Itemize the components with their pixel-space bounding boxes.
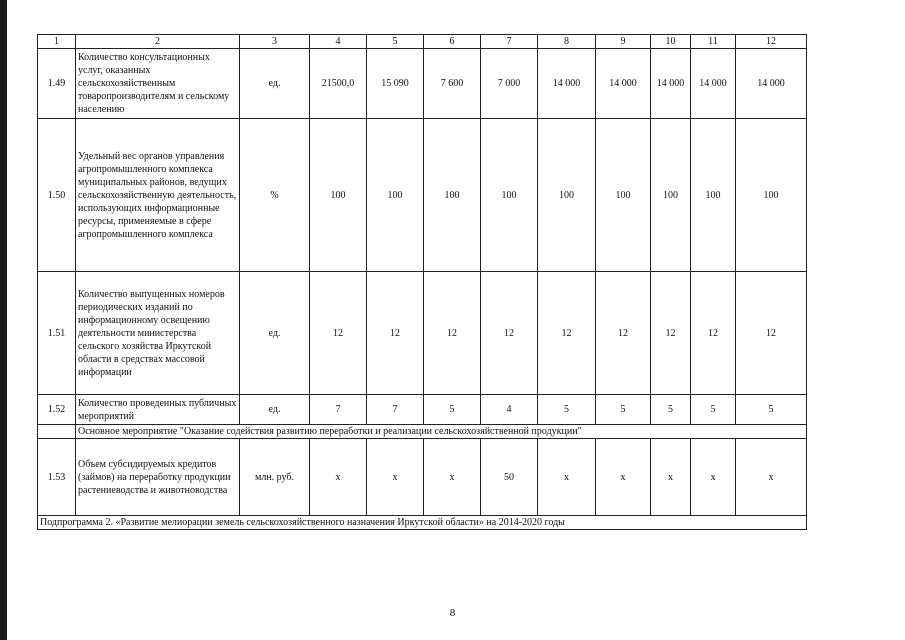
- subprogram-header: Подпрограмма 2. «Развитие мелиорации земель сельскохозяйственного назначения Иркутской области» на 2014-2020 годы: [38, 516, 807, 530]
- column-number: 5: [367, 35, 424, 49]
- page-number: 8: [449, 607, 456, 619]
- table-row: [38, 49, 807, 119]
- value-cell: 100: [424, 119, 481, 272]
- indicator-name: Объем субсидируемых кредитов (займов) на переработку продукции растениеводства и животноводства: [76, 439, 240, 516]
- value-cell: 5: [424, 395, 481, 425]
- value-cell: 14 000: [691, 49, 736, 119]
- unit-cell: ед.: [240, 395, 310, 425]
- value-cell: 5: [691, 395, 736, 425]
- unit-cell: ед.: [240, 272, 310, 395]
- column-number: 8: [538, 35, 596, 49]
- column-number: 3: [240, 35, 310, 49]
- value-cell: 12: [538, 272, 596, 395]
- value-cell: x: [310, 439, 367, 516]
- value-cell: 100: [310, 119, 367, 272]
- scan-edge: [0, 0, 7, 640]
- column-number: 12: [736, 35, 807, 49]
- unit-cell: млн. руб.: [240, 439, 310, 516]
- value-cell: 7: [310, 395, 367, 425]
- indicators-table: [37, 34, 807, 530]
- value-cell: 12: [424, 272, 481, 395]
- value-cell: 100: [538, 119, 596, 272]
- row-number: 1.50: [38, 119, 76, 272]
- value-cell: 12: [736, 272, 807, 395]
- value-cell: 12: [481, 272, 538, 395]
- indicator-name: Количество проведенных публичных мероприятий: [76, 395, 240, 425]
- value-cell: x: [691, 439, 736, 516]
- value-cell: 100: [367, 119, 424, 272]
- value-cell: x: [651, 439, 691, 516]
- column-number: 2: [76, 35, 240, 49]
- row-number: [38, 425, 76, 439]
- value-cell: 15 090: [367, 49, 424, 119]
- indicator-name: Количество консультационных услуг, оказанных сельскохозяйственным товаропроизводителям и сельскому населению: [76, 49, 240, 119]
- value-cell: 100: [651, 119, 691, 272]
- value-cell: x: [367, 439, 424, 516]
- column-number: 6: [424, 35, 481, 49]
- value-cell: 12: [596, 272, 651, 395]
- subprogram-header-row: [38, 516, 807, 530]
- value-cell: 12: [367, 272, 424, 395]
- value-cell: 12: [691, 272, 736, 395]
- value-cell: x: [538, 439, 596, 516]
- value-cell: x: [424, 439, 481, 516]
- value-cell: x: [736, 439, 807, 516]
- value-cell: 7 600: [424, 49, 481, 119]
- indicator-name: Удельный вес органов управления агропромышленного комплекса муниципальных районов, ведущих сельскохозяйственную деятельность, использующих информационные ресурсы, применяемые в сфере агропромышленного комплекса: [76, 119, 240, 272]
- column-number: 10: [651, 35, 691, 49]
- column-number: 11: [691, 35, 736, 49]
- table-row: [38, 439, 807, 516]
- value-cell: 14 000: [538, 49, 596, 119]
- value-cell: 100: [691, 119, 736, 272]
- row-number: 1.53: [38, 439, 76, 516]
- column-number-row: [38, 35, 807, 49]
- value-cell: 14 000: [596, 49, 651, 119]
- value-cell: 5: [596, 395, 651, 425]
- section-header-row: [38, 425, 807, 439]
- value-cell: 100: [481, 119, 538, 272]
- unit-cell: %: [240, 119, 310, 272]
- table-row: [38, 395, 807, 425]
- column-number: 1: [38, 35, 76, 49]
- table-row: [38, 272, 807, 395]
- value-cell: 100: [736, 119, 807, 272]
- value-cell: 100: [596, 119, 651, 272]
- value-cell: 12: [310, 272, 367, 395]
- value-cell: 5: [538, 395, 596, 425]
- row-number: 1.49: [38, 49, 76, 119]
- column-number: 9: [596, 35, 651, 49]
- column-number: 7: [481, 35, 538, 49]
- unit-cell: ед.: [240, 49, 310, 119]
- section-header: Основное мероприятие "Оказание содействия развитию переработки и реализации сельскохозяйственной продукции": [76, 425, 807, 439]
- value-cell: 21500,0: [310, 49, 367, 119]
- value-cell: 50: [481, 439, 538, 516]
- indicator-name: Количество выпущенных номеров периодических изданий по информационному освещению деятельности министерства сельского хозяйства Иркутской области в средствах массовой информации: [76, 272, 240, 395]
- value-cell: 7 000: [481, 49, 538, 119]
- value-cell: 12: [651, 272, 691, 395]
- value-cell: 5: [651, 395, 691, 425]
- table-row: [38, 119, 807, 272]
- value-cell: 5: [736, 395, 807, 425]
- value-cell: 4: [481, 395, 538, 425]
- row-number: 1.51: [38, 272, 76, 395]
- column-number: 4: [310, 35, 367, 49]
- value-cell: 14 000: [651, 49, 691, 119]
- value-cell: x: [596, 439, 651, 516]
- row-number: 1.52: [38, 395, 76, 425]
- value-cell: 7: [367, 395, 424, 425]
- value-cell: 14 000: [736, 49, 807, 119]
